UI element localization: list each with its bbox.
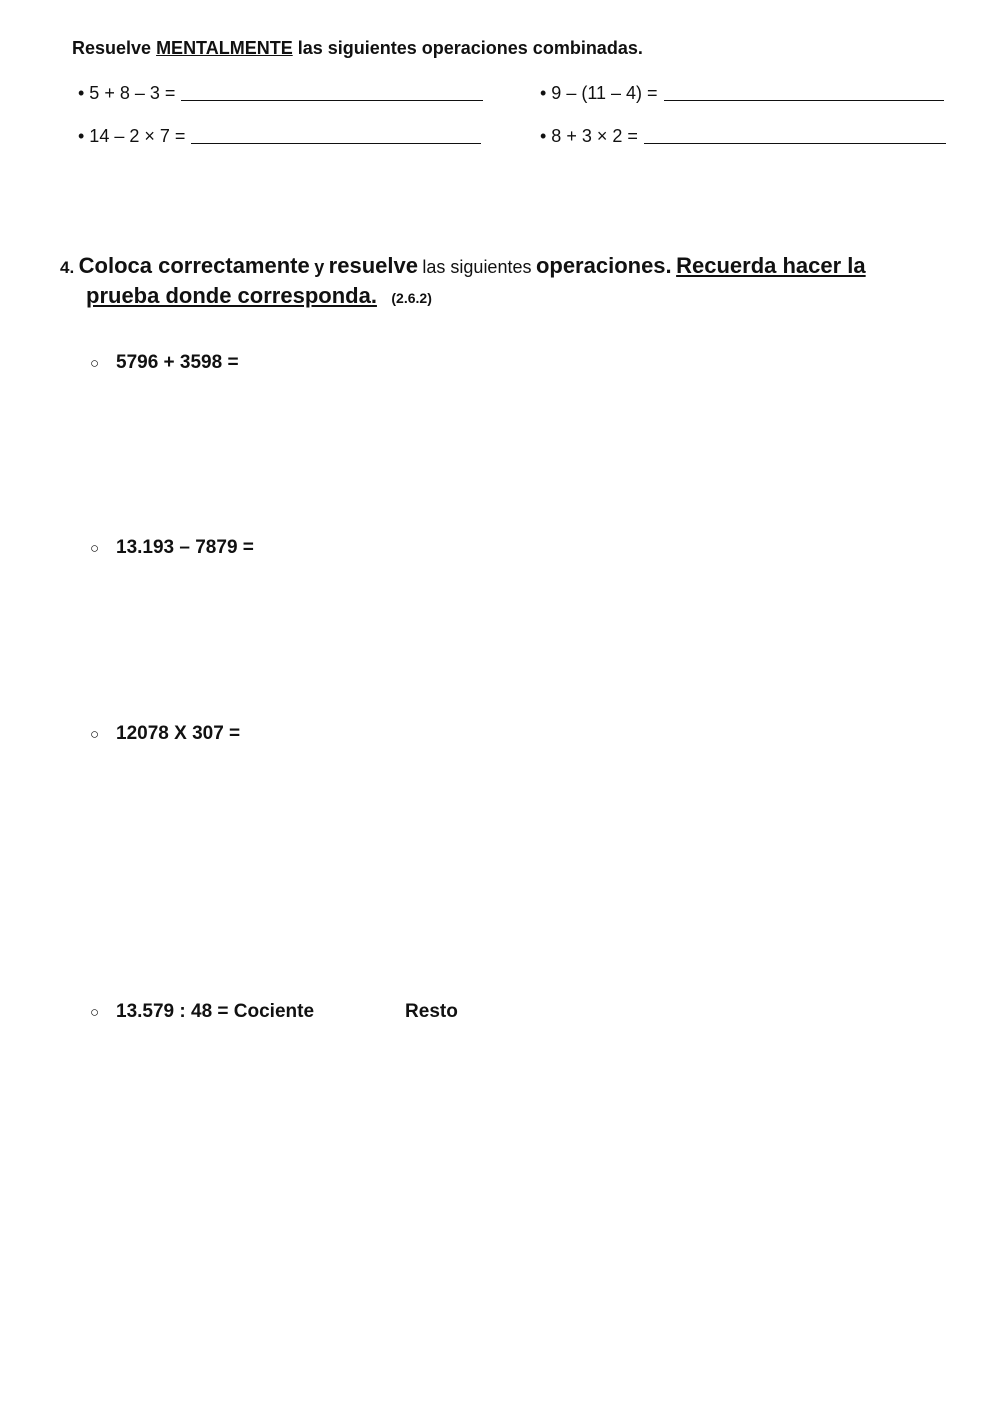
question-part-3: resuelve [328, 253, 418, 278]
answer-line-3[interactable] [191, 143, 481, 144]
question-part-4: las siguientes [422, 257, 532, 277]
question-part-5: operaciones. [535, 253, 672, 278]
circle-bullet-icon: ○ [90, 725, 100, 743]
operation-multiplication-text: 12078 X 307 = [116, 723, 241, 744]
question-part-2: y [314, 257, 325, 277]
mental-op-3 [78, 126, 481, 147]
mental-op-3-text: • 14 – 2 × 7 = [78, 126, 186, 146]
question-underlined-a: Recuerda hacer la [676, 253, 866, 278]
circle-bullet-icon: ○ [90, 539, 100, 557]
question-code: (2.6.2) [391, 290, 432, 306]
circle-bullet-icon: ○ [90, 354, 100, 372]
operation-addition [90, 352, 239, 374]
operation-division-text: 13.579 : 48 = Cociente [116, 1001, 315, 1022]
operation-subtraction [90, 537, 254, 559]
instruction-heading [72, 38, 643, 59]
operation-addition-text: 5796 + 3598 = [116, 352, 239, 373]
instruction-post: las siguientes operaciones combinadas. [292, 38, 643, 58]
mental-op-2-text: • 9 – (11 – 4) = [540, 83, 658, 103]
question-number: 4. [60, 258, 75, 277]
instruction-pre: Resuelve [72, 38, 157, 58]
operation-division [90, 1001, 458, 1023]
mental-op-4 [540, 126, 946, 147]
answer-line-4[interactable] [644, 143, 946, 144]
instruction-emphasis: MENTALMENTE [156, 38, 293, 58]
operation-subtraction-text: 13.193 – 7879 = [116, 537, 254, 558]
remainder-label: Resto [405, 1001, 458, 1022]
mental-op-2 [540, 83, 944, 104]
question-underlined-b: prueba donde corresponda. [86, 283, 377, 308]
answer-line-1[interactable] [181, 100, 483, 101]
mental-op-1 [78, 83, 483, 104]
answer-line-2[interactable] [664, 100, 944, 101]
mental-op-4-text: • 8 + 3 × 2 = [540, 126, 638, 146]
mental-op-1-text: • 5 + 8 – 3 = [78, 83, 176, 103]
circle-bullet-icon: ○ [90, 1003, 100, 1021]
question-4 [60, 252, 950, 312]
question-part-1: Coloca correctamente [78, 253, 310, 278]
operation-multiplication [90, 723, 240, 745]
